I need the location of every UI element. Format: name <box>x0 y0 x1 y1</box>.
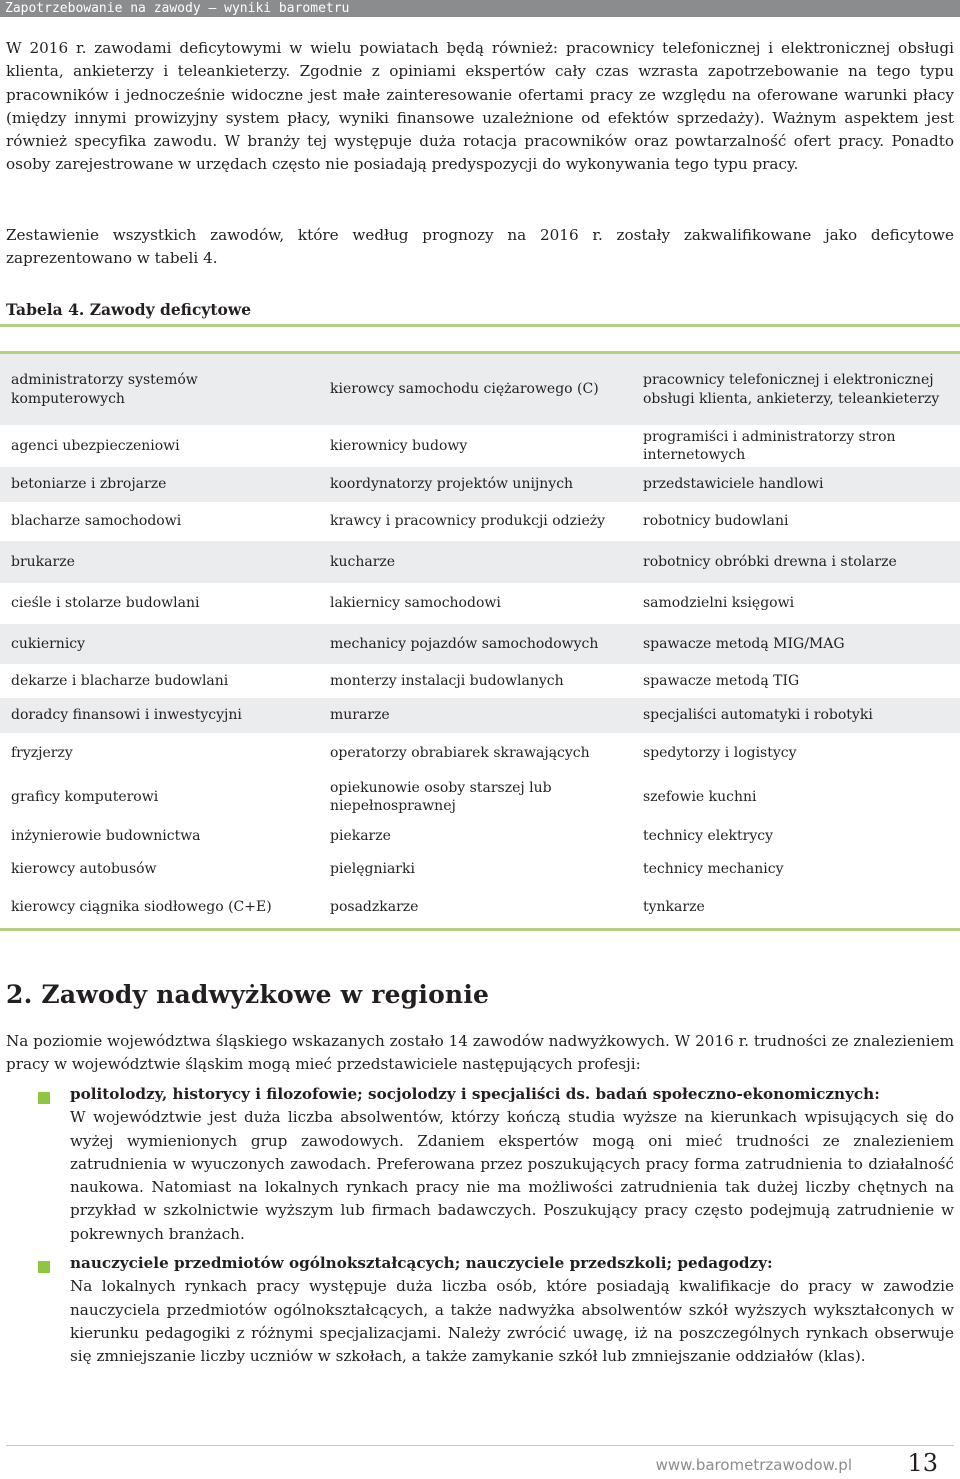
table-cell: murarze <box>319 698 632 733</box>
table-cell: kierowcy autobusów <box>11 861 157 878</box>
table-cell: kierowcy ciągnika siodłowego (C+E) <box>0 887 319 929</box>
bullet-text: W województwie jest duża liczba absolwentów, którzy kończą studia wyższe na kierunkach wpisujących się do wyżej wymienionych grup zawodowych. Zdaniem ekspertów mogą oni mieć trudności ze znalezieniem zatrudnienia w wyuczonych zawodach. Preferowana przez poszukujących pracy forma zatrudnienia to działalność naukowa. Natomiast na lokalnych rynkach pracy nie ma możliwości zatrudnienia tak dużej liczby chętnych na przykład w szkolnictwie wyższym lub firmach badawczych. Poszukujący pracy często podejmują zatrudnienie w pokrewnych branżach. <box>70 1108 954 1243</box>
table-cell: tynkarze <box>632 887 960 929</box>
table-cell: szefowie kuchni <box>643 788 757 805</box>
page-number: 13 <box>907 1449 938 1477</box>
intro-paragraph-1: W 2016 r. zawodami deficytowymi w wielu powiatach będą również: pracownicy telefonicznej i elektronicznej obsługi klienta, ankieterzy i teleankieterzy. Zgodnie z opiniami ekspertów cały czas wzrasta zapotrzebowanie na tego typu pracowników i jednocześnie widoczne jest małe zainteresowanie ofertami pracy ze względu na oferowane warunki płacy (między innymi prowizyjny system płacy, wyniki finansowe uzależnione od efektów sprzedaży). Ważnym aspektem jest również specyfika zawodu. W branży tej występuje duża rotacja pracowników oraz powtarzalność ofert pracy. Ponadto osoby zarejestrowane w urzędach często nie posiadają predyspozycji do wykonywania tego typu pracy. <box>6 39 954 174</box>
table-cell: graficy komputerowi <box>11 788 159 805</box>
table-row <box>0 821 960 852</box>
table-cell: spawacze metodą MIG/MAG <box>632 624 960 664</box>
bullet-square-icon <box>38 1261 50 1273</box>
table-cell: cukiernicy <box>0 624 319 664</box>
table-cell: kucharze <box>319 541 632 583</box>
table-row <box>0 624 960 664</box>
bullet-title: politolodzy, historycy i filozofowie; socjolodzy i specjaliści ds. badań społeczno-ekonomicznych: <box>70 1085 880 1103</box>
table-cell: doradcy finansowi i inwestycyjni <box>0 698 319 733</box>
table-row <box>0 852 960 887</box>
table-cell: operatorzy obrabiarek skrawających <box>330 744 590 761</box>
table-cell: brukarze <box>0 541 319 583</box>
table-cell: krawcy i pracownicy produkcji odzieży <box>330 513 606 530</box>
table-cell: pracownicy telefonicznej i elektronicznej obsługi klienta, ankieterzy, teleankieterzy <box>632 354 960 425</box>
table-cell: kierowcy samochodu ciężarowego (C) <box>319 354 632 425</box>
table-row <box>0 887 960 929</box>
intro-paragraph-2: Zestawienie wszystkich zawodów, które według prognozy na 2016 r. zostały zakwalifikowane jako deficytowe zaprezentowano w tabeli 4. <box>6 226 954 268</box>
table-cell: opiekunowie osoby starszej lub niepełnosprawnej <box>330 779 552 814</box>
table-row <box>0 502 960 541</box>
bullet-item <box>70 1083 954 1246</box>
table-caption: Tabela 4. Zawody deficytowe <box>6 300 252 319</box>
table-cell: cieśle i stolarze budowlani <box>11 595 200 612</box>
table-cell: specjaliści automatyki i robotyki <box>632 698 960 733</box>
deficit-occupations-table <box>0 354 960 931</box>
table-cell: lakiernicy samochodowi <box>330 595 501 612</box>
table-cell: monterzy instalacji budowlanych <box>330 672 564 689</box>
bullet-square-icon <box>38 1092 50 1104</box>
table-cell: spedytorzy i logistycy <box>643 744 797 761</box>
table-cell: koordynatorzy projektów unijnych <box>319 467 632 502</box>
table-cell: programiści i administratorzy stron internetowych <box>643 428 896 463</box>
bullet-title: nauczyciele przedmiotów ogólnokształcących; nauczyciele przedszkoli; pedagodzy: <box>70 1254 773 1272</box>
table-row <box>0 425 960 467</box>
table-cell: inżynierowie budownictwa <box>11 828 201 845</box>
table-row <box>0 467 960 502</box>
table-cell: technicy elektrycy <box>643 828 773 845</box>
table-cell: samodzielni księgowi <box>643 595 795 612</box>
table-row <box>0 664 960 698</box>
table-cell: technicy mechanicy <box>643 861 784 878</box>
bullet-text: Na lokalnych rynkach pracy występuje duża liczba osób, które posiadają kwalifikacje do pracy w zawodzie nauczyciela przedmiotów ogólnokształcących, a także nadwyżka absolwentów szkół wyższych wykształconych w kierunku pedagogiki z różnymi specjalizacjami. Należy zwrócić uwagę, iż na poszczególnych rynkach obserwuje się zmniejszanie liczby uczniów w szkołach, a także zamykanie szkół lub zmniejszanie oddziałów (klas). <box>70 1277 954 1366</box>
table-cell: agenci ubezpieczeniowi <box>11 437 180 454</box>
footer-divider <box>6 1445 954 1446</box>
table-cell: dekarze i blacharze budowlani <box>11 672 229 689</box>
table-row <box>0 698 960 733</box>
table-cell: spawacze metodą TIG <box>643 672 800 689</box>
table-cell: blacharze samochodowi <box>11 513 182 530</box>
table-cell: robotnicy obróbki drewna i stolarze <box>632 541 960 583</box>
section-intro: Na poziomie województwa śląskiego wskazanych zostało 14 zawodów nadwyżkowych. W 2016 r. trudności ze znalezieniem pracy w województwie śląskim mogą mieć przedstawiciele następujących profesji: <box>6 1032 954 1074</box>
table-cell: kierownicy budowy <box>330 437 468 454</box>
table-row <box>0 583 960 624</box>
table-cell: fryzjerzy <box>11 744 73 761</box>
table-cell: mechanicy pojazdów samochodowych <box>319 624 632 664</box>
table-cell: posadzkarze <box>319 887 632 929</box>
table-cell: pielęgniarki <box>330 861 415 878</box>
bullet-item <box>70 1252 954 1368</box>
table-row <box>0 354 960 425</box>
table-cell: robotnicy budowlani <box>643 513 789 530</box>
section-heading: 2. Zawody nadwyżkowe w regionie <box>6 980 490 1009</box>
table-row <box>0 733 960 773</box>
table-cell: przedstawiciele handlowi <box>632 467 960 502</box>
running-header: Zapotrzebowanie na zawody – wyniki barometru <box>0 0 960 17</box>
table-cell: administratorzy systemów komputerowych <box>0 354 319 425</box>
table-row <box>0 773 960 821</box>
footer-url-link[interactable]: www.barometrzawodow.pl <box>655 1456 852 1474</box>
table-row <box>0 541 960 583</box>
table-cell: piekarze <box>330 828 391 845</box>
caption-divider-top <box>0 324 960 327</box>
table-cell: betoniarze i zbrojarze <box>0 467 319 502</box>
